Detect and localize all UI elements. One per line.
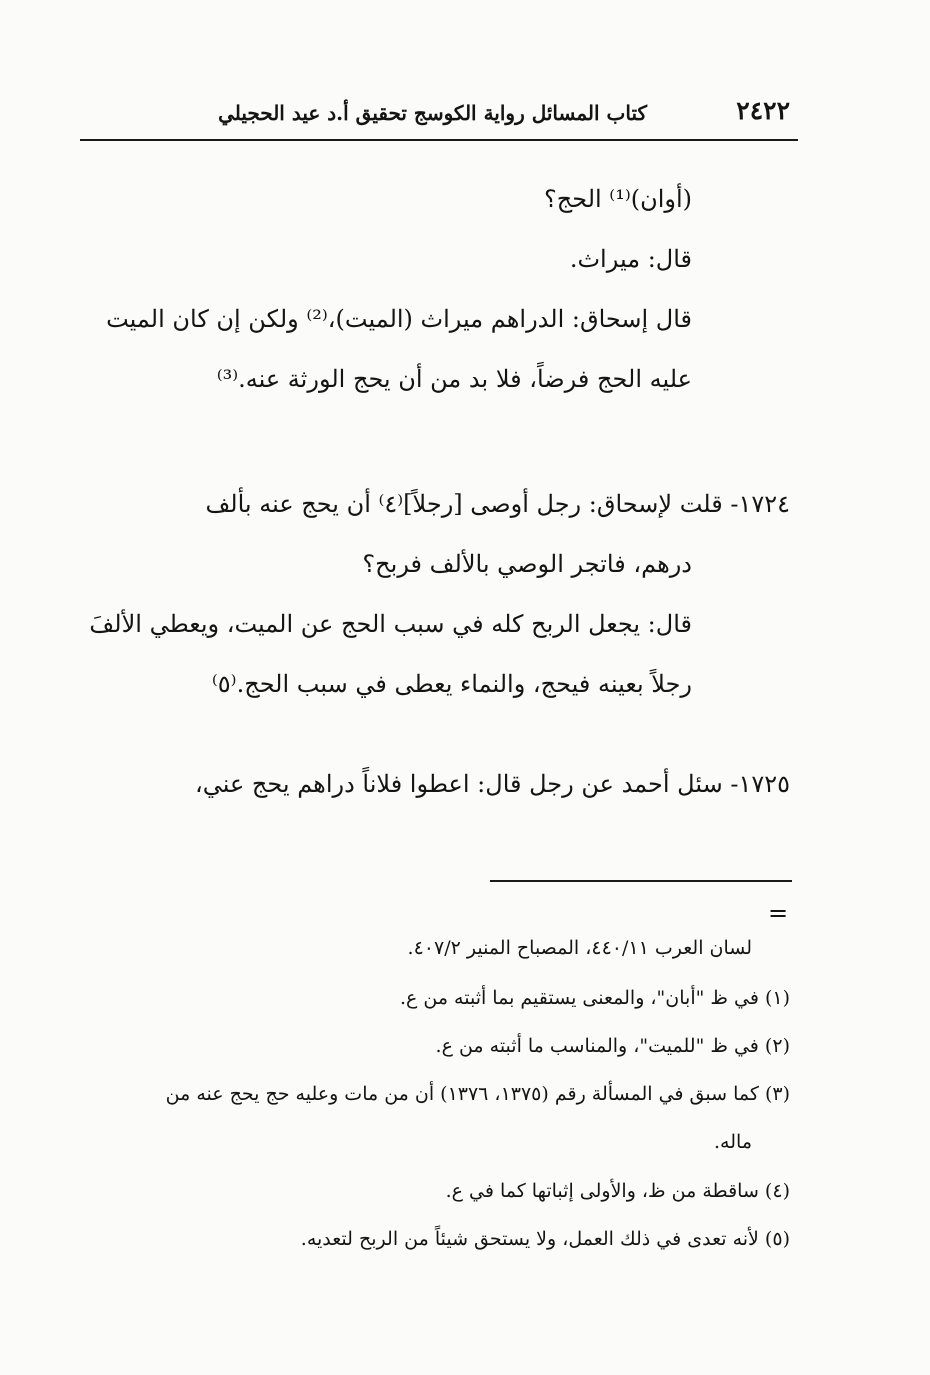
footnote-3: (٣) كما سبق في المسألة رقم (١٣٧٥، ١٣٧٦) أن من مات وعليه حج يحج عنه من [165,1083,790,1105]
footnote-3-continued: ماله. [714,1131,752,1153]
issue-1724-line-3: قال: يجعل الربح كله في سبب الحج عن الميت، ويعطي الألفَ [89,610,692,638]
body-line-2: قال: ميراث. [569,245,692,273]
footnote-4: (٤) ساقطة من ظ، والأولى إثباتها كما في ع. [445,1180,790,1202]
issue-1724-line-4: رجلاً بعينه فيحج، والنماء يعطى في سبب الحج.⁽٥⁾ [211,670,692,698]
issue-1724-line-1: ١٧٢٤- قلت لإسحاق: رجل أوصى [رجلاً]⁽٤⁾ أن يحج عنه بألف [205,490,790,518]
issue-1725-line-1: ١٧٢٥- سئل أحمد عن رجل قال: اعطوا فلاناً دراهم يحج عني، [194,770,790,798]
footnote-1: (١) في ظ "أبان"، والمعنى يستقيم بما أثبته من ع. [399,987,790,1009]
footnote-2: (٢) في ظ "للميت"، والمناسب ما أثبته من ع. [435,1035,790,1057]
running-title: كتاب المسائل رواية الكوسج تحقيق أ.د عيد الحجيلي [218,101,647,125]
footnote-continued: لسان العرب ٤٤٠/١١، المصباح المنير ٤٠٧/٢. [407,937,752,959]
body-line-4: عليه الحج فرضاً، فلا بد من أن يحج الورثة عنه.⁽³⁾ [216,365,692,393]
issue-1724-line-2: درهم، فاتجر الوصي بالألف فربح؟ [362,550,692,578]
page-number: ٢٤٢٢ [736,96,790,125]
body-line-3: قال إسحاق: الدراهم ميراث (الميت)،⁽²⁾ ولكن إن كان الميت [106,305,692,333]
footnote-5: (٥) لأنه تعدى في ذلك العمل، ولا يستحق شيئاً من الربح لتعديه. [300,1228,790,1250]
body-line-1: (أوان)⁽¹⁾ الحج؟ [543,185,692,213]
footnote-rule [490,880,792,882]
footnote-continuation-mark: = [768,899,789,927]
header-rule [80,139,798,141]
